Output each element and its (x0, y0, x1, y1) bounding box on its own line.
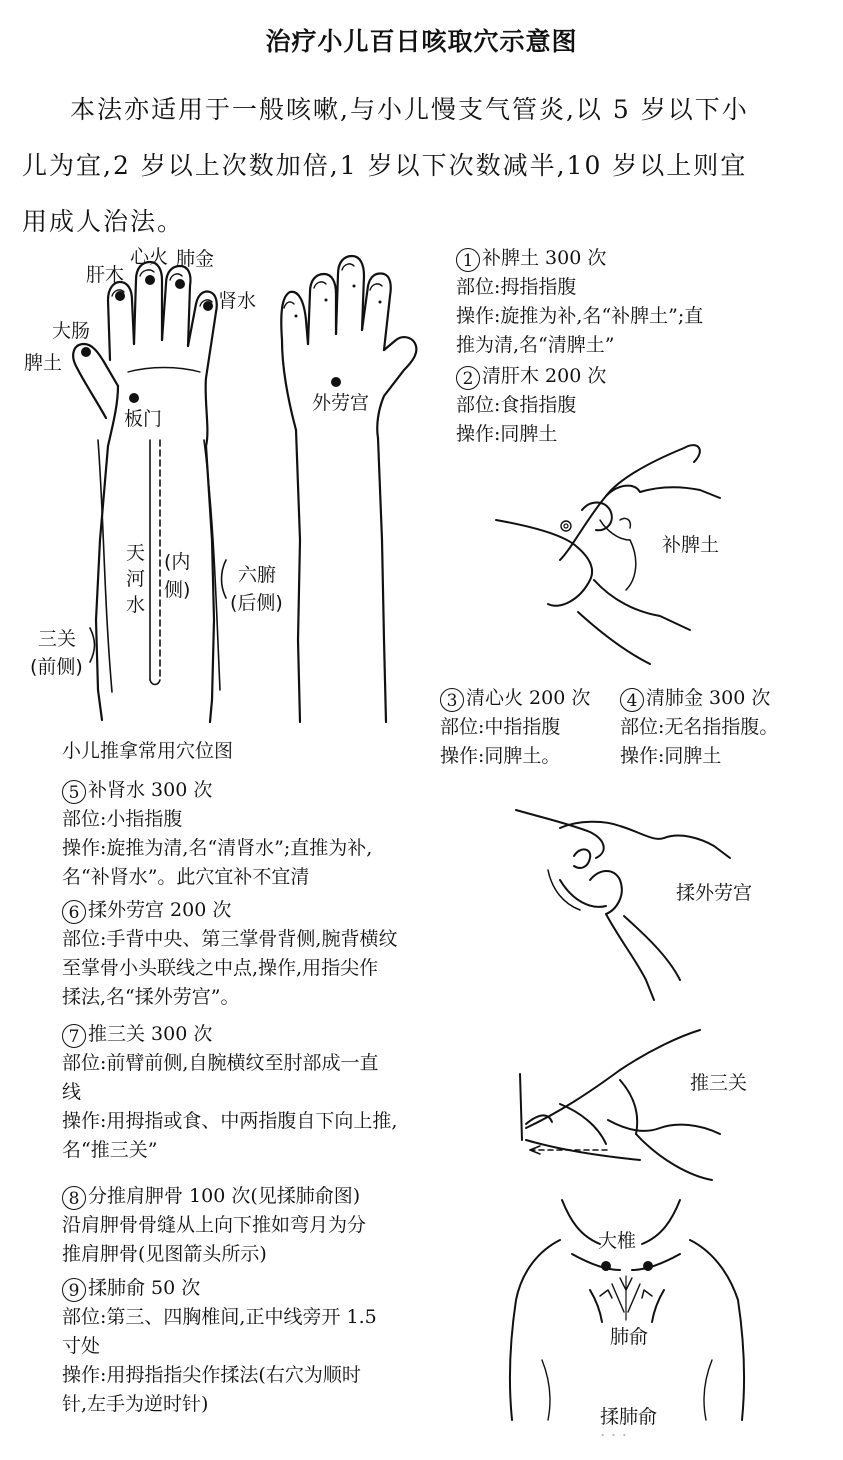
step-line: 揉法,名“揉外劳宫”。 (62, 986, 240, 1008)
step-number: 4 (620, 688, 644, 712)
step-number: 5 (62, 780, 86, 804)
step-line: 推为清,名“清脾土” (456, 334, 615, 356)
step-line: 至掌骨小头联线之中点,操作,用指尖作 (62, 957, 379, 979)
label-dazhui: 大椎 (598, 1230, 637, 1252)
label-shenshui: 肾水 (218, 290, 257, 312)
step-title: 清心火 200 次 (466, 687, 591, 709)
step-1 (456, 244, 703, 360)
step-5 (62, 776, 372, 892)
step-title: 补脾土 300 次 (482, 247, 607, 269)
step-line: 操作:用拇指或食、中两指腹自下向上推, (62, 1110, 398, 1132)
step-number: 6 (62, 900, 86, 924)
step-title: 清肺金 300 次 (646, 687, 771, 709)
step-number: 1 (456, 248, 480, 272)
intro-line: 儿为宜,2 岁以上次数加倍,1 岁以下次数减半,10 岁以上则宜 (22, 151, 748, 180)
page-title: 治疗小儿百日咳取穴示意图 (265, 27, 578, 56)
label-sanguan: 三关 (38, 628, 77, 650)
step-line: 操作:同脾土 (620, 745, 722, 767)
label-wailaogong: 外劳宫 (312, 392, 370, 414)
palm-hand-drawing (73, 262, 217, 722)
step-title: 推三关 300 次 (88, 1023, 213, 1045)
step-title: 揉肺俞 50 次 (88, 1277, 201, 1299)
step-line: 部位:小指指腹 (62, 808, 183, 830)
label-neice: (内 侧) (164, 551, 191, 601)
step-6 (62, 896, 397, 1012)
step-number: 7 (62, 1024, 86, 1048)
label-ganmu: 肝木 (86, 264, 125, 286)
label-banmen: 板门 (124, 408, 163, 430)
step-line: 名“推三关” (62, 1139, 158, 1161)
label-liufu: 六腑 (238, 564, 277, 586)
label-roufeishu: 揉肺俞 (600, 1406, 658, 1428)
tuisanguan-illustration (520, 1030, 720, 1180)
step-number: 9 (62, 1278, 86, 1302)
rouwailaogong-illustration (516, 810, 730, 1000)
label-tuisanguan: 推三关 (690, 1072, 748, 1094)
step-line: 操作:旋推为清,名“清肾水”;直推为补, (62, 837, 373, 859)
step-title: 揉外劳宫 200 次 (88, 899, 232, 921)
step-line: 部位:拇指指腹 (456, 276, 577, 298)
label-houce: (后侧) (230, 592, 283, 614)
step-title: 清肝木 200 次 (482, 365, 607, 387)
step-9 (62, 1274, 377, 1419)
step-line: 操作:用拇指指尖作揉法(右穴为顺时 (62, 1364, 361, 1386)
hand-diagram-caption: 小儿推拿常用穴位图 (62, 740, 234, 762)
step-line: 针,左手为逆时针) (62, 1393, 209, 1415)
step-line: 名“补肾水”。此穴宜补不宜清 (62, 866, 310, 888)
step-line: 操作:同脾土。 (440, 745, 561, 767)
label-xinhuo: 心火 (130, 246, 169, 268)
step-line: 寸处 (62, 1335, 101, 1357)
step-line: 操作:旋推为补,名“补脾土”;直 (456, 305, 704, 327)
step-4 (620, 684, 778, 771)
label-pitu: 脾土 (24, 352, 63, 374)
step-line: 部位:手背中央、第三掌骨背侧,腕背横纹 (62, 928, 398, 950)
step-number: 3 (440, 688, 464, 712)
step-line: 沿肩胛骨骨缝从上向下推如弯月为分 (62, 1214, 367, 1236)
intro-line: 用成人治法。 (22, 207, 185, 236)
step-number: 8 (62, 1186, 86, 1210)
watermark: · · · (600, 1426, 628, 1446)
step-line: 部位:食指指腹 (456, 394, 577, 416)
step-line: 操作:同脾土 (456, 423, 558, 445)
step-line: 部位:第三、四胸椎间,正中线旁开 1.5 (62, 1306, 377, 1328)
label-dachang: 大肠 (52, 320, 91, 342)
step-line: 线 (62, 1081, 82, 1103)
step-3 (440, 684, 590, 771)
label-feijin: 肺金 (176, 248, 215, 270)
step-line: 部位:中指指腹 (440, 716, 561, 738)
step-line: 部位:无名指指腹。 (620, 716, 779, 738)
label-rouwailaogong: 揉外劳宫 (676, 882, 753, 904)
step-title: 分推肩胛骨 100 次(见揉肺俞图) (88, 1185, 361, 1207)
step-title: 补肾水 300 次 (88, 779, 213, 801)
label-feishu: 肺俞 (610, 1326, 649, 1348)
step-2 (456, 362, 606, 449)
step-line: 部位:前臂前侧,自腕横纹至肘部成一直 (62, 1052, 379, 1074)
step-number: 2 (456, 366, 480, 390)
label-qiance: (前侧) (30, 656, 83, 678)
step-line: 推肩胛骨(见图箭头所示) (62, 1243, 267, 1265)
label-tianheshui: 天 河 水 (126, 542, 146, 616)
label-bupitu: 补脾土 (662, 534, 720, 556)
intro-paragraph (22, 82, 822, 250)
step-7 (62, 1020, 397, 1165)
step-8 (62, 1182, 366, 1269)
back-hand-drawing (281, 256, 416, 722)
intro-line: 本法亦适用于一般咳嗽,与小儿慢支气管炎,以 5 岁以下小 (70, 95, 749, 124)
